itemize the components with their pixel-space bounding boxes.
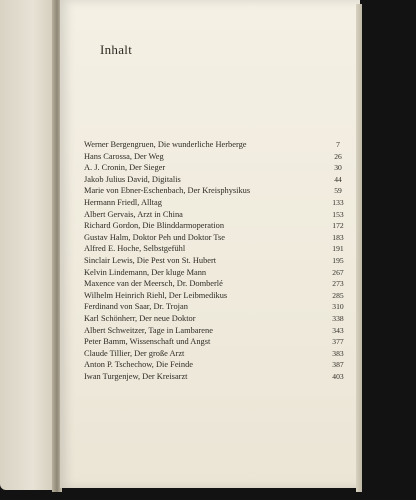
toc-page-number: 7: [336, 140, 340, 149]
toc-page-number: 267: [332, 267, 344, 277]
toc-entry: [84, 278, 352, 290]
toc-page-number: 343: [332, 325, 344, 335]
toc-entry: [84, 185, 352, 197]
toc-entry: [84, 313, 352, 325]
table-of-contents: [84, 139, 352, 382]
toc-entry: [84, 162, 352, 174]
toc-entry: [84, 336, 352, 348]
toc-page-number: 133: [332, 197, 344, 207]
left-page-edge: [0, 0, 60, 490]
toc-entry-text: Alfred E. Hoche, Selbstgefühl: [84, 244, 186, 254]
toc-entry-text: Werner Bergengruen, Die wunderliche Herberge: [84, 140, 247, 149]
toc-page-number: 172: [332, 221, 344, 231]
toc-page-number: 44: [334, 174, 342, 184]
toc-entry-text: Hermann Friedl, Alltag: [84, 197, 162, 207]
toc-entry: [84, 220, 352, 232]
toc-page-number: 26: [334, 151, 342, 161]
toc-entry: [84, 139, 352, 151]
toc-page-number: 387: [332, 360, 344, 370]
page-edge: [356, 4, 362, 492]
toc-entry: [84, 174, 352, 186]
toc-page-number: 30: [334, 163, 342, 173]
toc-entry: [84, 151, 352, 163]
toc-entry: [84, 325, 352, 337]
toc-entry: [84, 348, 352, 360]
book-page: [60, 0, 360, 488]
toc-page-number: 59: [334, 186, 342, 196]
toc-entry-text: Maxence van der Meersch, Dr. Domberlé: [84, 279, 223, 289]
toc-page-number: 195: [332, 255, 344, 265]
toc-entry-text: Iwan Turgenjew, Der Kreisarzt: [84, 371, 188, 381]
toc-page-number: 191: [332, 244, 344, 254]
toc-entry: [84, 232, 352, 244]
toc-entry-text: A. J. Cronin, Der Sieger: [84, 163, 166, 173]
toc-entry: [84, 371, 352, 383]
toc-page-number: 153: [332, 209, 344, 219]
toc-page-number: 383: [332, 348, 344, 358]
toc-entry: [84, 209, 352, 221]
toc-entry-text: Marie von Ebner-Eschenbach, Der Kreisphysikus: [84, 186, 251, 196]
toc-page-number: 285: [332, 290, 344, 300]
toc-page-number: 338: [332, 313, 344, 323]
toc-entry-text: Anton P. Tschechow, Die Feinde: [84, 360, 193, 370]
toc-entry-text: Gustav Halm, Doktor Peh und Doktor Tse: [84, 232, 225, 242]
toc-entry: [84, 301, 352, 313]
toc-entry-text: Hans Carossa, Der Weg: [84, 151, 164, 161]
toc-entry-text: Peter Bamm, Wissenschaft und Angst: [84, 337, 211, 347]
toc-page-number: 403: [332, 371, 344, 381]
toc-page-number: 273: [332, 279, 344, 289]
toc-entry-text: Jakob Julius David, Digitalis: [84, 174, 181, 184]
toc-entry: [84, 290, 352, 302]
toc-entry: [84, 255, 352, 267]
toc-page-number: 183: [332, 232, 344, 242]
toc-entry: [84, 197, 352, 209]
toc-entry-text: Wilhelm Heinrich Riehl, Der Leibmedikus: [84, 290, 228, 300]
toc-entry-text: Richard Gordon, Die Blinddarmoperation: [84, 221, 225, 231]
toc-entry-text: Karl Schönherr, Der neue Doktor: [84, 313, 196, 323]
toc-entry: [84, 359, 352, 371]
page-title: Inhalt: [100, 42, 133, 57]
toc-entry-text: Albert Schweitzer, Tage in Lambarene: [84, 325, 213, 335]
toc-entry: [84, 267, 352, 279]
toc-entry-text: Kelvin Lindemann, Der kluge Mann: [84, 267, 207, 277]
toc-page-number: 377: [332, 337, 344, 347]
toc-entry-text: Claude Tillier, Der große Arzt: [84, 348, 185, 358]
toc-entry: [84, 243, 352, 255]
toc-entry-text: Sinclair Lewis, Die Pest von St. Hubert: [84, 255, 217, 265]
toc-entry-text: Ferdinand von Saar, Dr. Trojan: [84, 302, 188, 312]
toc-page-number: 310: [332, 302, 344, 312]
toc-entry-text: Albert Gervais, Arzt in China: [84, 209, 183, 219]
